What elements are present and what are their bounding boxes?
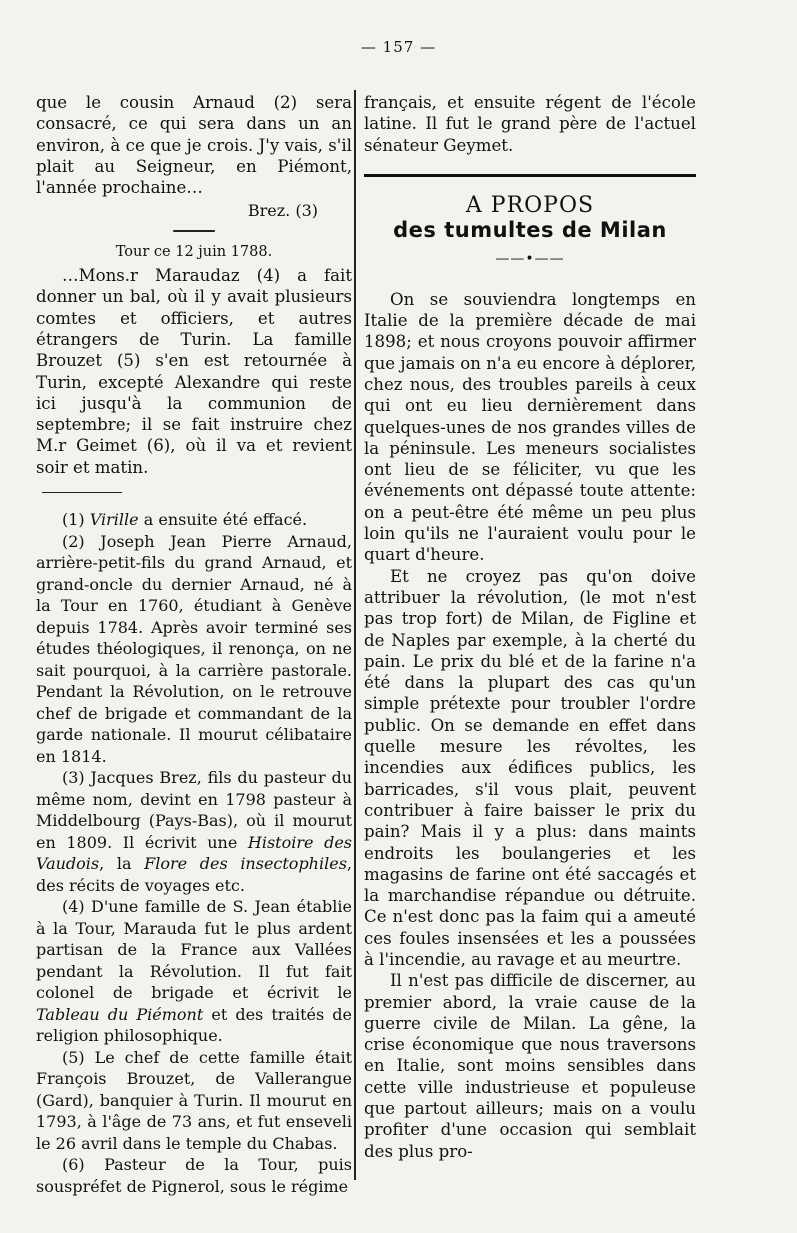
page-number: — 157 — [360, 38, 437, 56]
right-column [364, 92, 696, 1162]
footnote-3: (3) Jacques Brez, fils du pasteur du même nom, devint en 1798 pasteur à Middelbourg (Pays-Bas), où il mourut en 1809. Il écrivit une Histoire des Vaudois, la Flore des insectophiles, des récits de voyages etc. [36, 768, 352, 895]
ornament: ——•—— [495, 251, 565, 268]
letter-body: …Mons.r Maraudaz (4) a fait donner un bal, où il y avait plusieurs comtes et officiers, et autres étrangers de Turin. La famille Brouzet (5) s'en est retournée à Turin, excepté Alexandre qui reste ici jusqu'à la communion de septembre; il se fait instruire chez M.r Geimet (6), où il va et revient soir et matin. [36, 266, 352, 477]
footnote-6: (6) Pasteur de la Tour, puis souspréfet de Pignerol, sous le régime [36, 1155, 352, 1196]
article-title: A PROPOS [465, 192, 595, 218]
footnote-5: (5) Le chef de cette famille était François Brouzet, de Vallerangue (Gard), banquier à Turin. Il mourut en 1793, à l'âge de 73 ans, et fut enseveli le 26 avril dans le temple du Chabas. [36, 1047, 352, 1153]
column-divider [354, 90, 356, 1180]
footnote-4: (4) D'une famille de S. Jean établie à la Tour, Marauda fut le plus ardent partisan de la France aux Vallées pendant la Révolution. Il fut fait colonel de brigade et écrivit le Tableau du Piémont et des traités de religion philosophique. [36, 897, 353, 1046]
footnote-rule [42, 492, 122, 493]
article-paragraph-3: Il n'est pas difficile de discerner, au premier abord, la vraie cause de la guerre civile de Milan. La gêne, la crise économique que nous traversons en Italie, sont moins sensibles dans cette ville industrieuse et populeuse que partout ailleurs; mais on a voulu profiter d'une occasion qui semblait des plus pro- [364, 971, 696, 1161]
footnote-6-continuation: français, et ensuite régent de l'école latine. Il fut le grand père de l'actuel sénateur Geymet. [364, 93, 696, 155]
dateline: Tour ce 12 juin 1788. [115, 243, 273, 260]
article-paragraph-1: On se souviendra longtemps en Italie de la première décade de mai 1898; et nous croyons pouvoir affirmer que jamais on n'a eu encore à déplorer, chez nous, des troubles pareils à ceux qui ont eu lieu dernièrement dans quelques-unes de nos grandes villes de la péninsule. Les meneurs socialistes ont lieu de se féliciter, vu que les événements ont dépassé toute attente: on a peut-être été même un peu plus loin qu'ils ne l'auraient voulu pour le quart d'heure. [364, 289, 696, 565]
left-column [36, 92, 352, 1197]
separator [173, 230, 215, 232]
footnotes [36, 509, 352, 1197]
footnote-2: (2) Joseph Jean Pierre Arnaud, arrière-petit-fils du grand Arnaud, et grand-oncle du dernier Arnaud, né à la Tour en 1760, étudiant à Genève depuis 1784. Après avoir terminé ses études théologiques, il renonça, on ne sait pourquoi, à la carrière pastorale. Pendant la Révolution, on le retrouve chef de brigade et commandant de la garde nationale. Il mourut célibataire en 1814. [36, 531, 352, 766]
signature: Brez. (3) [247, 201, 318, 221]
article-subtitle: des tumultes de Milan [393, 218, 667, 243]
footnote-1: (1) Virille a ensuite été effacé. [62, 510, 308, 530]
article-paragraph-2: Et ne croyez pas qu'on doive attribuer la révolution, (le mot n'est pas trop fort) de Milan, de Figline et de Naples par exemple, à la cherté du pain. Le prix du blé et de la farine n'a été dans la plupart des cas qu'un simple prétexte pour troubler l'ordre public. On se demande en effet dans quelle mesure les révoltes, les incendies aux édifices publics, les barricades, s'il vous plait, peuvent contribuer à faire baisser le prix du pain? Mais il y a plus: dans maints endroits les boulangeries et les magasins de farine ont été saccagés et la marchandise répandue ou détruite. Ce n'est donc pas la faim qui a ameuté ces foules insensées et les a poussées à l'incendie, au ravage et au meurtre. [364, 566, 696, 969]
letter-continuation: que le cousin Arnaud (2) sera consacré, ce qui sera dans un an environ, à ce que je crois. J'y vais, s'il plait au Seigneur, en Piémont, l'année prochaine… [36, 93, 352, 198]
section-rule [364, 174, 696, 177]
